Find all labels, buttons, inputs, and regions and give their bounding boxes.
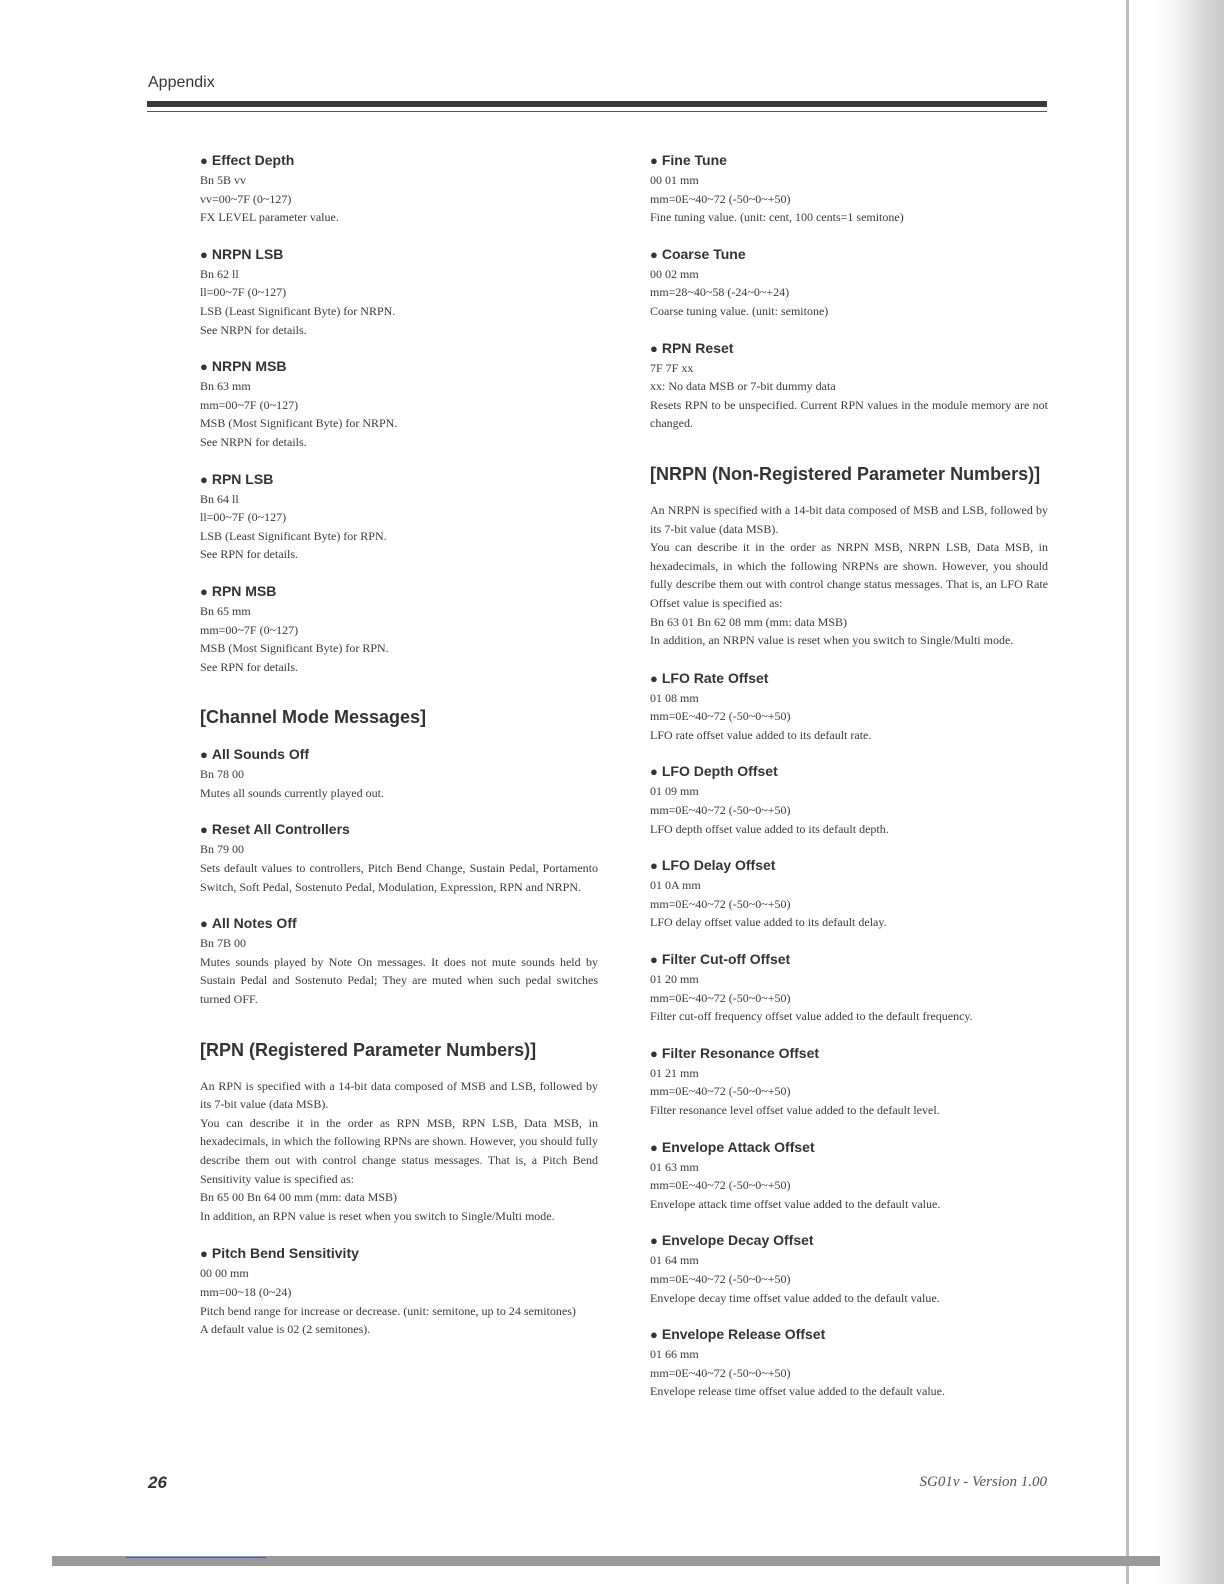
bullet-icon: ● — [200, 1246, 208, 1262]
entry-title — [650, 338, 1048, 359]
parameter-entry — [650, 949, 1048, 1026]
intro-paragraph: You can describe it in the order as RPN MSB, RPN LSB, Data MSB, in hexadecimals, in which the following RPNs are shown. However, you should fully describe them out with control change status messages. That is, a Pitch Bend Sensitivity value is specified as: — [200, 1115, 598, 1186]
entry-description: Mutes sounds played by Note On messages. It does not mute sounds held by Sustain Pedal and Sostenuto Pedal; They are muted when such pedal switches turned OFF. — [200, 954, 598, 1007]
bullet-icon: ● — [200, 471, 208, 487]
entry-title — [200, 581, 598, 602]
bullet-icon: ● — [200, 359, 208, 375]
intro-paragraph: In addition, an RPN value is reset when you switch to Single/Multi mode. — [200, 1208, 555, 1223]
entry-line: MSB (Most Significant Byte) for RPN. — [200, 641, 389, 656]
intro-paragraph: You can describe it in the order as NRPN MSB, NRPN LSB, Data MSB, in hexadecimals, in which the following NRPNs are shown. However, you should fully describe them out with control change status messages. That is, an LFO Rate Offset value is specified as: — [650, 540, 1048, 610]
entry-line: Envelope decay time offset value added to the default value. — [650, 1290, 940, 1305]
parameter-entry — [650, 1324, 1048, 1401]
entry-line: xx: No data MSB or 7-bit dummy data — [650, 379, 836, 394]
parameter-entry — [200, 1243, 598, 1338]
parameter-entry — [650, 244, 1048, 321]
entry-title — [200, 356, 598, 377]
entry-line: 01 66 mm — [650, 1347, 699, 1362]
entry-line: LFO rate offset value added to its default rate. — [650, 727, 872, 742]
entry-line: mm=0E~40~72 (-50~0~+50) — [650, 1365, 791, 1380]
entry-line: Bn 5B vv — [200, 173, 247, 187]
bullet-icon: ● — [650, 1327, 658, 1343]
parameter-entry — [650, 338, 1048, 433]
entry-line: 01 08 mm — [650, 690, 699, 705]
entry-line: 01 63 mm — [650, 1159, 699, 1174]
right-column — [650, 150, 1048, 1418]
bullet-icon: ● — [650, 340, 658, 356]
entry-line: Coarse tuning value. (unit: semitone) — [650, 303, 829, 318]
bullet-icon: ● — [650, 670, 658, 686]
entry-line: 01 21 mm — [650, 1065, 699, 1080]
entry-line: mm=0E~40~72 (-50~0~+50) — [650, 191, 791, 206]
entry-title-text: Coarse Tune — [661, 245, 746, 262]
page-number: 26 — [148, 1473, 167, 1492]
entry-line: mm=00~18 (0~24) — [200, 1284, 292, 1299]
parameter-entry — [200, 469, 598, 564]
entry-line: LFO depth offset value added to its default depth. — [650, 821, 889, 836]
entry-title-text: Envelope Release Offset — [661, 1326, 826, 1343]
entry-line: 01 64 mm — [650, 1253, 699, 1268]
entry-title-text: RPN Reset — [661, 339, 734, 356]
intro-paragraph: An NRPN is specified with a 14-bit data composed of MSB and LSB, followed by its 7-bit value (data MSB). — [650, 502, 1048, 536]
entry-line: See RPN for details. — [200, 659, 298, 674]
section-heading-rpn: [RPN (Registered Parameter Numbers)] — [200, 1039, 537, 1060]
entry-title — [650, 150, 1048, 171]
section-heading-nrpn: [NRPN (Non-Registered Parameter Numbers)] — [650, 463, 1041, 484]
parameter-entry — [200, 150, 598, 227]
parameter-entry — [650, 1137, 1048, 1214]
parameter-entry — [200, 581, 598, 676]
entry-title-text: All Sounds Off — [211, 746, 310, 763]
parameter-entry — [650, 668, 1048, 745]
entry-line: mm=0E~40~72 (-50~0~+50) — [650, 803, 791, 818]
entry-line: LSB (Least Significant Byte) for RPN. — [200, 528, 387, 543]
intro-paragraph: Bn 65 00 Bn 64 00 mm (mm: data MSB) — [200, 1190, 398, 1205]
entry-line: Bn 63 mm — [200, 379, 251, 394]
entry-line: LFO delay offset value added to its default delay. — [650, 915, 887, 930]
scan-bottom-mark — [126, 1557, 266, 1558]
header-rule-thick — [147, 101, 1047, 107]
entry-title-text: Filter Cut-off Offset — [661, 951, 791, 968]
entry-line: ll=00~7F (0~127) — [200, 510, 287, 525]
entry-line: See NRPN for details. — [200, 434, 307, 449]
entry-line: Envelope release time offset value added to the default value. — [650, 1384, 945, 1399]
entry-line: Mutes all sounds currently played out. — [200, 785, 384, 800]
entry-title-text: All Notes Off — [211, 915, 297, 932]
bullet-icon: ● — [200, 246, 208, 262]
version-label: SG01v - Version 1.00 — [919, 1474, 1047, 1490]
entry-line: 01 09 mm — [650, 784, 699, 799]
entry-title-text: Reset All Controllers — [211, 821, 350, 838]
entry-line: ll=00~7F (0~127) — [200, 285, 287, 300]
entry-description: Sets default values to controllers, Pitch Bend Change, Sustain Pedal, Portamento Switch, Soft Pedal, Sostenuto Pedal, Modulation, Expression, RPN and NRPN. — [200, 861, 598, 894]
entry-line: See RPN for details. — [200, 547, 298, 562]
parameter-entry — [200, 244, 598, 339]
header-rule-thin — [147, 111, 1047, 112]
entry-title-text: LFO Rate Offset — [661, 669, 769, 686]
entry-title — [200, 244, 598, 265]
entry-line: Envelope attack time offset value added to the default value. — [650, 1196, 941, 1211]
entry-line: 00 02 mm — [650, 266, 699, 281]
section-heading-channel-mode: [Channel Mode Messages] — [200, 707, 427, 728]
entry-line: mm=00~7F (0~127) — [200, 622, 299, 637]
entry-title-text: LFO Depth Offset — [661, 763, 778, 780]
entry-title — [650, 244, 1048, 265]
page-edge-line — [1126, 0, 1129, 1584]
entry-title-text: Pitch Bend Sensitivity — [211, 1245, 359, 1262]
entry-line: Fine tuning value. (unit: cent, 100 cents=1 semitone) — [650, 210, 904, 225]
entry-title — [650, 1137, 1048, 1158]
entry-title — [650, 949, 1048, 970]
parameter-entry — [650, 1230, 1048, 1307]
nrpn-entries — [650, 668, 1048, 1401]
page-header-title: Appendix — [148, 74, 215, 91]
entry-title — [650, 668, 1048, 689]
entry-title — [650, 1043, 1048, 1064]
entry-line: LSB (Least Significant Byte) for NRPN. — [200, 303, 396, 318]
entry-line: FX LEVEL parameter value. — [200, 210, 339, 225]
parameter-entry — [200, 913, 598, 1008]
entry-line: 00 01 mm — [650, 173, 699, 187]
entry-title-text: RPN MSB — [211, 582, 277, 599]
entry-line: 00 00 mm — [200, 1266, 249, 1281]
entry-note: A default value is 02 (2 semitones). — [200, 1322, 371, 1337]
entry-line: Bn 79 00 — [200, 842, 245, 857]
entry-line: mm=0E~40~72 (-50~0~+50) — [650, 1178, 791, 1193]
entry-line: mm=00~7F (0~127) — [200, 397, 299, 412]
parameter-entry — [200, 356, 598, 451]
entry-line: mm=0E~40~72 (-50~0~+50) — [650, 1271, 791, 1286]
entry-line: 01 20 mm — [650, 972, 699, 987]
entry-line: mm=0E~40~72 (-50~0~+50) — [650, 896, 791, 911]
parameter-entry — [650, 1043, 1048, 1120]
entry-line: 01 0A mm — [650, 878, 701, 893]
parameter-entry — [200, 744, 598, 802]
entry-title — [200, 469, 598, 490]
entry-line: mm=28~40~58 (-24~0~+24) — [650, 285, 790, 300]
entry-title-text: Envelope Attack Offset — [661, 1138, 815, 1155]
entry-line: 7F 7F xx — [650, 360, 694, 375]
entry-description: Pitch bend range for increase or decrease. (unit: semitone, up to 24 semitones) — [200, 1303, 576, 1318]
left-column — [200, 150, 598, 1356]
left-entries-top — [200, 150, 598, 676]
entry-title-text: NRPN LSB — [211, 245, 284, 262]
entry-title-text: Envelope Decay Offset — [661, 1232, 814, 1249]
bullet-icon: ● — [650, 153, 658, 168]
entry-title-text: Filter Resonance Offset — [661, 1044, 820, 1061]
rpn-intro — [200, 1077, 598, 1226]
entry-line: mm=0E~40~72 (-50~0~+50) — [650, 709, 791, 724]
entry-line: MSB (Most Significant Byte) for NRPN. — [200, 416, 398, 431]
entry-title — [650, 761, 1048, 782]
bullet-icon: ● — [650, 952, 658, 968]
bullet-icon: ● — [200, 153, 208, 168]
entry-title-text: Effect Depth — [211, 152, 295, 168]
bullet-icon: ● — [650, 858, 658, 874]
entry-title — [200, 913, 598, 934]
entry-title — [200, 819, 598, 840]
entry-line: Bn 64 ll — [200, 491, 239, 506]
entry-line: Bn 7B 00 — [200, 936, 247, 951]
entry-description: Resets RPN to be unspecified. Current RPN values in the module memory are not changed. — [650, 397, 1048, 431]
entry-title-text: NRPN MSB — [211, 358, 287, 375]
entry-line: Filter resonance level offset value added to the default level. — [650, 1103, 940, 1117]
entry-title — [200, 1243, 598, 1264]
bullet-icon: ● — [200, 916, 208, 932]
bullet-icon: ● — [650, 1233, 658, 1249]
entry-line: See NRPN for details. — [200, 322, 307, 337]
parameter-entry — [650, 855, 1048, 932]
bullet-icon: ● — [200, 747, 208, 763]
entry-line: Bn 78 00 — [200, 767, 245, 782]
entry-line: mm=0E~40~72 (-50~0~+50) — [650, 990, 791, 1005]
bullet-icon: ● — [650, 246, 658, 262]
entry-line: vv=00~7F (0~127) — [200, 191, 292, 206]
rpn-entries — [200, 1243, 598, 1338]
entry-title-text: Fine Tune — [661, 152, 727, 168]
intro-paragraph: In addition, an NRPN value is reset when you switch to Single/Multi mode. — [650, 633, 1014, 648]
nrpn-intro — [650, 501, 1048, 650]
entry-line: mm=0E~40~72 (-50~0~+50) — [650, 1084, 791, 1099]
intro-paragraph: An RPN is specified with a 14-bit data composed of MSB and LSB, followed by its 7-bit value (data MSB). — [200, 1078, 598, 1112]
entry-title — [200, 744, 598, 765]
entry-title — [650, 855, 1048, 876]
parameter-entry — [650, 150, 1048, 227]
bullet-icon: ● — [650, 1045, 658, 1061]
bullet-icon: ● — [650, 764, 658, 780]
intro-paragraph: Bn 63 01 Bn 62 08 mm (mm: data MSB) — [650, 614, 848, 629]
entry-title-text: RPN LSB — [211, 470, 274, 487]
parameter-entry — [200, 819, 598, 896]
entry-line: Bn 62 ll — [200, 266, 239, 281]
parameter-entry — [650, 761, 1048, 838]
channel-mode-entries — [200, 744, 598, 1008]
entry-line: Filter cut-off frequency offset value added to the default frequency. — [650, 1009, 973, 1024]
entry-title — [650, 1324, 1048, 1345]
right-entries-top — [650, 150, 1048, 433]
entry-title-text: LFO Delay Offset — [661, 857, 776, 874]
bullet-icon: ● — [200, 583, 208, 599]
bullet-icon: ● — [200, 822, 208, 838]
entry-title — [650, 1230, 1048, 1251]
entry-line: Bn 65 mm — [200, 603, 251, 618]
bullet-icon: ● — [650, 1139, 658, 1155]
entry-title — [200, 150, 598, 171]
page-edge-shadow — [1152, 0, 1224, 1584]
